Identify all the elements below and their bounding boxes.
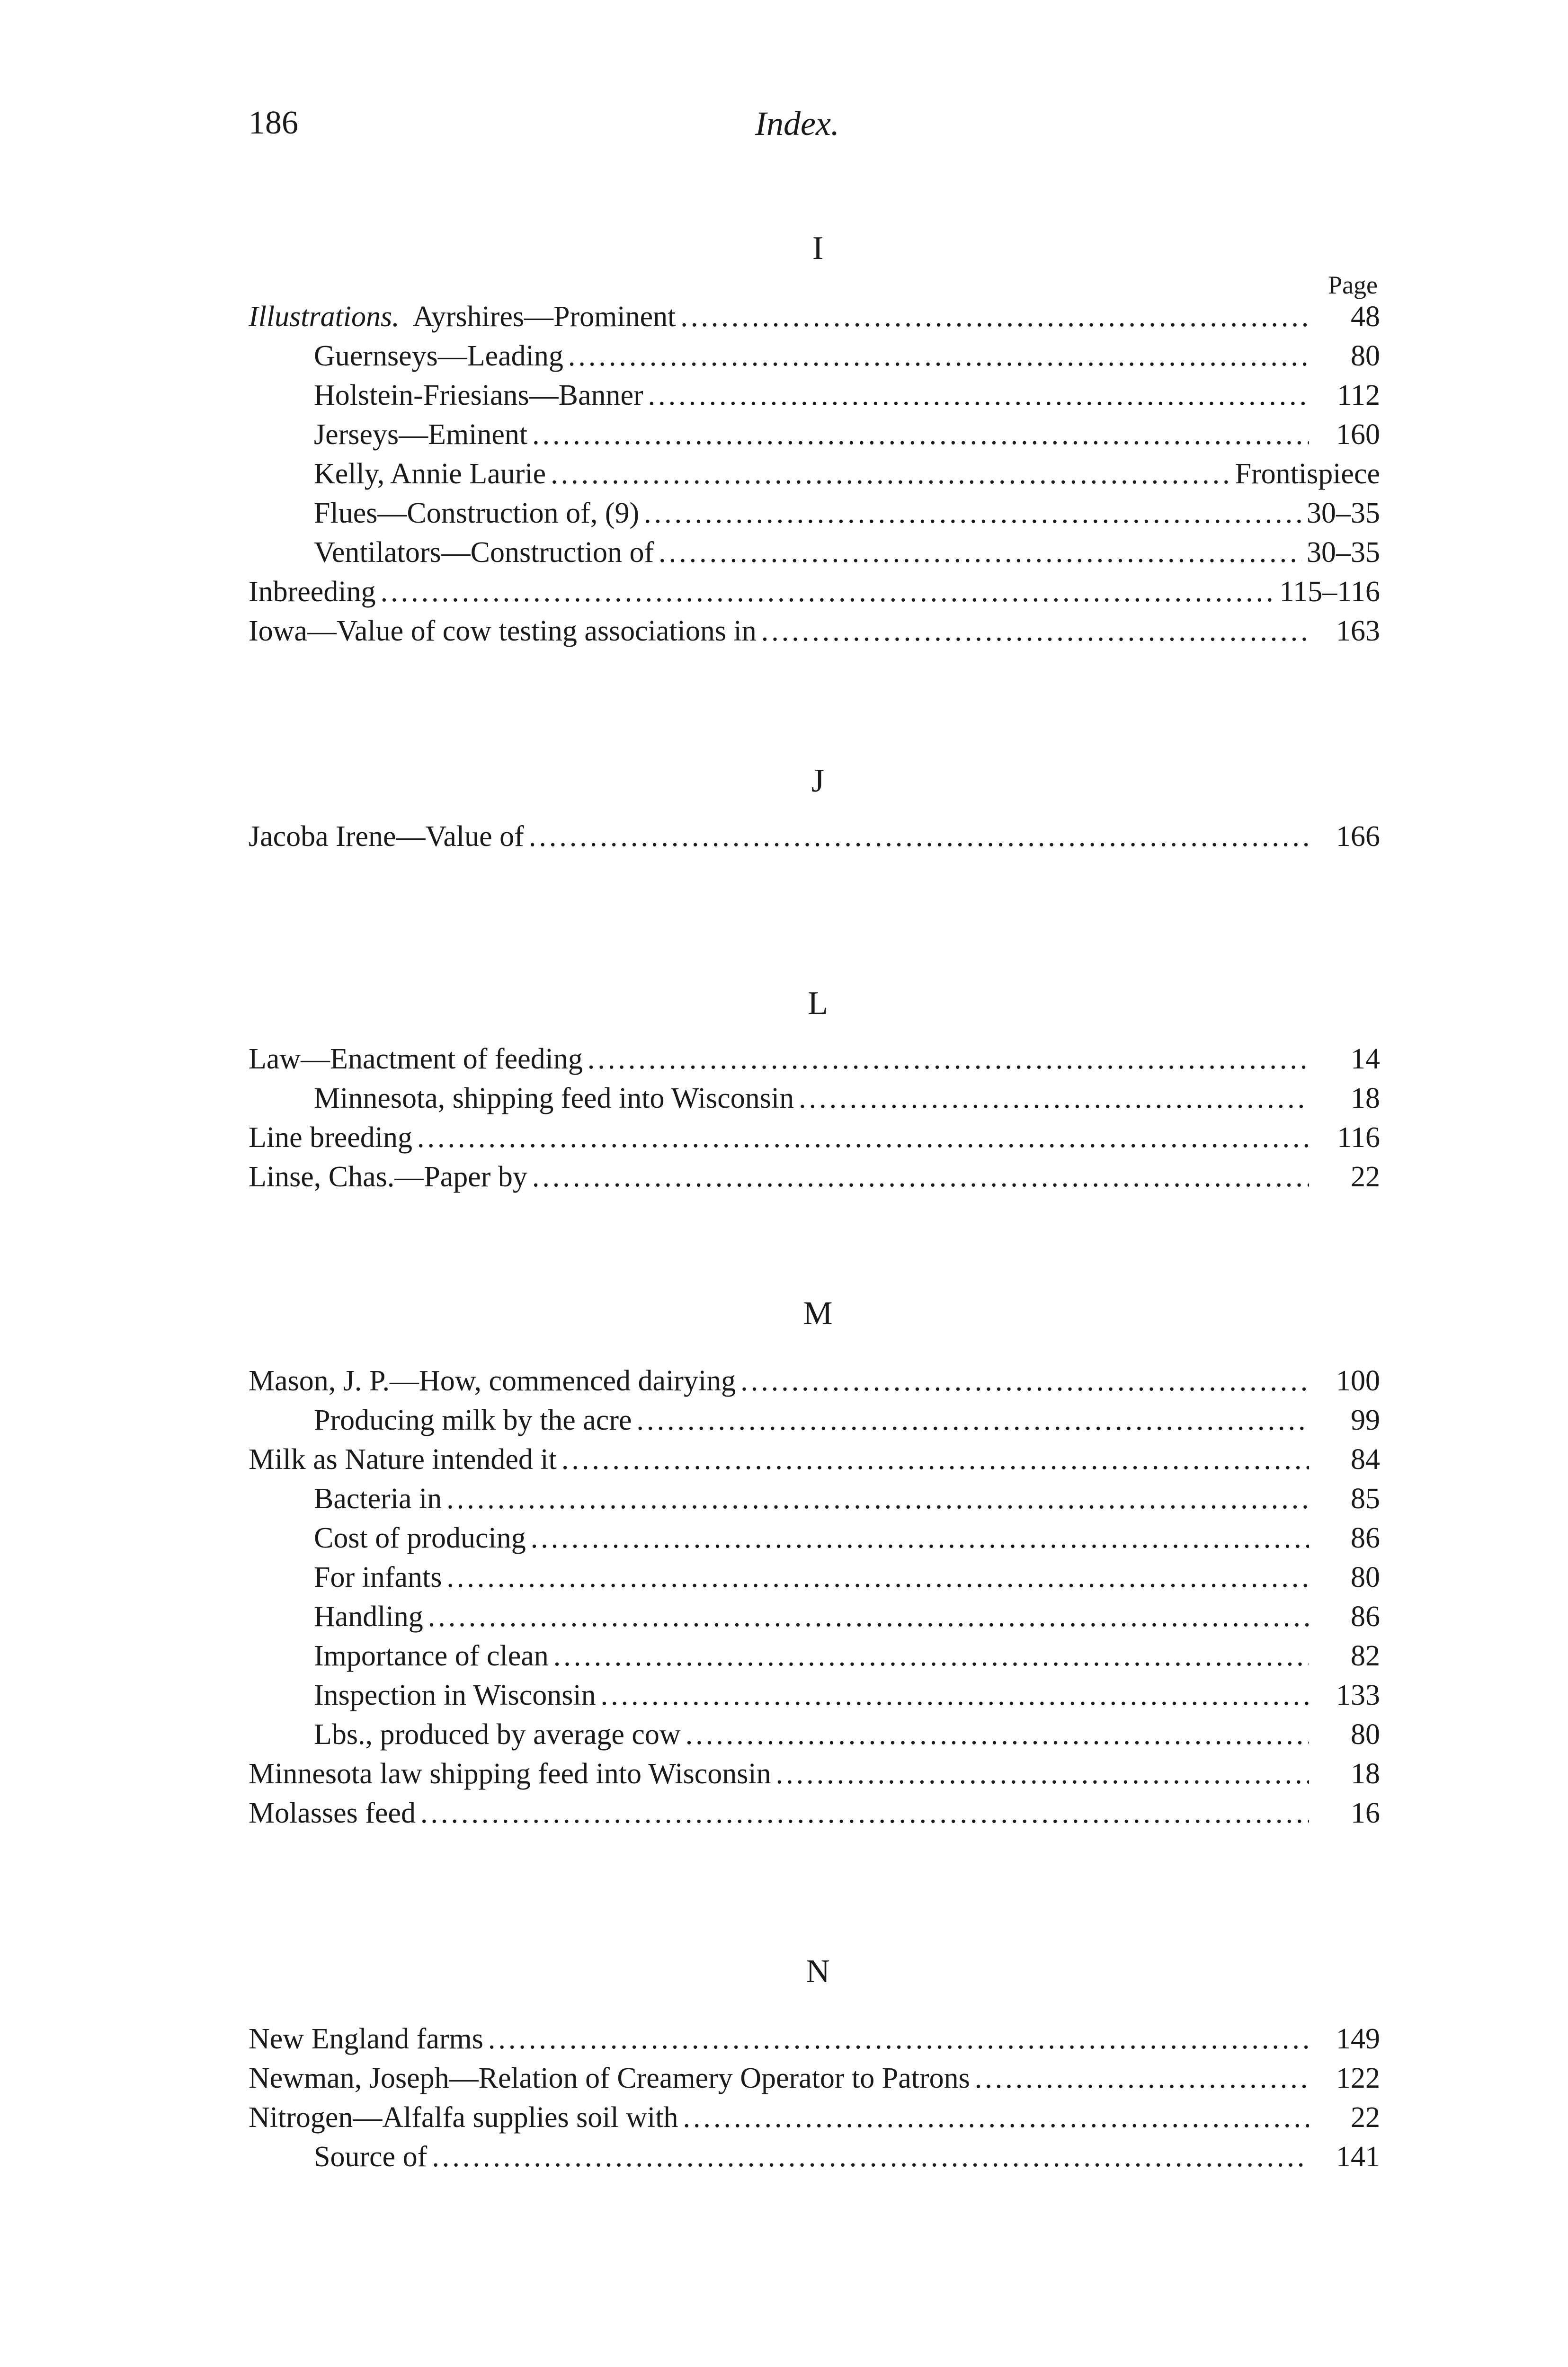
index-entry (249, 451, 1380, 489)
dot-leader (568, 341, 1309, 371)
index-entry (249, 1075, 1380, 1113)
entry-text-wrap (249, 1162, 527, 1192)
index-entry (249, 1790, 1380, 1828)
entry-text: Newman, Joseph—Relation of Creamery Operator to Patrons (249, 2062, 970, 2094)
entry-page: 82 (1351, 1640, 1380, 1672)
entry-text-wrap (249, 1602, 423, 1631)
dot-leader (680, 302, 1309, 331)
dot-leader (686, 1720, 1309, 1749)
entry-text: Importance of clean (314, 1640, 549, 1672)
entry-text: Ventilators—Construction of (314, 536, 654, 569)
dot-leader (659, 538, 1302, 567)
index-entry (249, 1114, 1380, 1152)
entry-page: 85 (1351, 1483, 1380, 1515)
entry-text-wrap (249, 1523, 526, 1553)
index-entry (249, 372, 1380, 410)
page-column-label: Page (1328, 271, 1378, 299)
entry-text-wrap (249, 1484, 442, 1513)
entry-text: Handling (314, 1601, 423, 1633)
entry-text: Mason, J. P.—How, commenced dairying (249, 1365, 736, 1397)
entry-text: Linse, Chas.—Paper by (249, 1161, 527, 1193)
entry-text-wrap (249, 459, 546, 489)
entry-page: 149 (1336, 2023, 1380, 2055)
entry-text: Inspection in Wisconsin (314, 1679, 596, 1711)
entry-page: 80 (1351, 1718, 1380, 1751)
index-entry (249, 2016, 1380, 2054)
entry-text-wrap (249, 1084, 794, 1113)
dot-leader (551, 459, 1230, 489)
entry-text-wrap (249, 2103, 678, 2132)
entry-text: Ayrshires—Prominent (412, 301, 676, 333)
entry-page: 163 (1336, 615, 1380, 647)
dot-leader (553, 1641, 1309, 1671)
entry-page: 30–35 (1307, 497, 1380, 529)
entry-page: 99 (1351, 1404, 1380, 1436)
entry-text: Minnesota law shipping feed into Wisconsin (249, 1758, 771, 1790)
entry-text: Minnesota, shipping feed into Wisconsin (314, 1082, 794, 1114)
entry-text: Bacteria in (314, 1483, 442, 1515)
section-letter: N (806, 1953, 830, 1990)
dot-leader (532, 1162, 1309, 1192)
entry-page: 22 (1351, 1161, 1380, 1193)
index-entry (249, 1436, 1380, 1474)
entry-text: Kelly, Annie Laurie (314, 458, 546, 490)
entry-text: Holstein-Friesians—Banner (314, 379, 643, 411)
index-entry (249, 1397, 1380, 1435)
entry-page: 112 (1337, 379, 1380, 411)
entry-page: 30–35 (1307, 536, 1380, 569)
entry-text: Jacoba Irene—Value of (249, 820, 524, 853)
dot-leader (588, 1044, 1309, 1074)
entry-text: Flues—Construction of, (9) (314, 497, 640, 529)
entry-text-wrap (249, 2064, 970, 2093)
entry-text-wrap (249, 822, 524, 851)
entry-page: 18 (1351, 1082, 1380, 1114)
entry-lead: Illustrations. (249, 301, 400, 333)
index-entry (249, 1515, 1380, 1553)
entry-text-wrap (249, 1720, 681, 1749)
entry-text-wrap (249, 577, 376, 606)
entry-page: 100 (1336, 1365, 1380, 1397)
entry-page: 141 (1336, 2141, 1380, 2173)
entry-text: For infants (314, 1561, 442, 1593)
dot-leader (529, 822, 1309, 851)
index-entry (249, 1358, 1380, 1396)
entry-page: 16 (1351, 1797, 1380, 1829)
dot-leader (417, 1123, 1309, 1152)
entry-page: 86 (1351, 1522, 1380, 1554)
entry-text-wrap (249, 1563, 442, 1592)
entry-page: 80 (1351, 340, 1380, 372)
entry-text: Lbs., produced by average cow (314, 1718, 681, 1751)
entry-text: Source of (314, 2141, 428, 2173)
entry-text: Iowa—Value of cow testing associations in (249, 615, 757, 647)
entry-page: Frontispiece (1235, 458, 1380, 490)
entry-text: Producing milk by the acre (314, 1404, 632, 1436)
entry-text: Jerseys—Eminent (314, 418, 528, 451)
dot-leader (446, 1484, 1309, 1513)
dot-leader (446, 1563, 1309, 1592)
dot-leader (975, 2064, 1309, 2093)
entry-text-wrap (249, 302, 676, 331)
dot-leader (776, 1759, 1309, 1789)
entry-page: 116 (1337, 1121, 1380, 1154)
entry-page: 115–116 (1279, 576, 1380, 608)
section-letter: J (811, 763, 825, 799)
entry-page: 160 (1336, 418, 1380, 451)
index-entry (249, 1476, 1380, 1513)
entry-page: 86 (1351, 1601, 1380, 1633)
index-entry (249, 2055, 1380, 2093)
entry-page: 84 (1351, 1443, 1380, 1476)
entry-text: Line breeding (249, 1121, 413, 1154)
page-title: Index. (755, 105, 839, 142)
section-letter: M (803, 1295, 833, 1332)
dot-leader (740, 1366, 1309, 1396)
entry-page: 133 (1336, 1679, 1380, 1711)
index-entry (249, 333, 1380, 371)
section-letter: L (808, 985, 828, 1022)
entry-page: 18 (1351, 1758, 1380, 1790)
dot-leader (601, 1681, 1309, 1710)
entry-text: New England farms (249, 2023, 483, 2055)
index-entry (249, 294, 1380, 331)
entry-text-wrap (249, 1759, 771, 1789)
dot-leader (432, 2142, 1309, 2171)
entry-text-wrap (249, 420, 527, 449)
index-entry (249, 1751, 1380, 1789)
entry-text-wrap (249, 1044, 583, 1074)
index-entry (249, 1593, 1380, 1631)
index-entry (249, 1036, 1380, 1074)
index-entry (249, 1672, 1380, 1710)
dot-leader (381, 577, 1275, 606)
index-entry (249, 569, 1380, 606)
dot-leader (799, 1084, 1309, 1113)
entry-text-wrap (249, 1681, 596, 1710)
index-entry (249, 2094, 1380, 2132)
index-entry (249, 490, 1380, 528)
entry-text-wrap (249, 341, 563, 371)
entry-text-wrap (249, 538, 654, 567)
entry-text-wrap (249, 1366, 736, 1396)
entry-text-wrap (249, 1641, 549, 1671)
entry-text-wrap (249, 616, 757, 646)
index-entry (249, 813, 1380, 851)
entry-text: Molasses feed (249, 1797, 416, 1829)
dot-leader (683, 2103, 1309, 2132)
dot-leader (428, 1602, 1309, 1631)
entry-text: Inbreeding (249, 576, 376, 608)
dot-leader (637, 1406, 1310, 1435)
entry-text-wrap (249, 2142, 427, 2171)
entry-text: Law—Enactment of feeding (249, 1043, 583, 1075)
index-entry (249, 608, 1380, 646)
entry-page: 166 (1336, 820, 1380, 853)
dot-leader (420, 1798, 1309, 1828)
dot-leader (761, 616, 1309, 646)
entry-text: Milk as Nature intended it (249, 1443, 557, 1476)
dot-leader (561, 1445, 1309, 1474)
entry-text: Cost of producing (314, 1522, 526, 1554)
index-entry (249, 1554, 1380, 1592)
dot-leader (488, 2024, 1309, 2054)
entry-text-wrap (249, 381, 643, 410)
dot-leader (532, 420, 1309, 449)
entry-page: 22 (1351, 2101, 1380, 2134)
dot-leader (648, 381, 1309, 410)
page-number: 186 (249, 105, 298, 141)
entry-page: 80 (1351, 1561, 1380, 1593)
dot-leader (644, 498, 1302, 528)
entry-text-wrap (249, 498, 639, 528)
index-entry (249, 411, 1380, 449)
entry-page: 14 (1351, 1043, 1380, 1075)
index-entry (249, 529, 1380, 567)
entry-text-wrap (249, 1123, 412, 1152)
entry-text-wrap (249, 2024, 483, 2054)
section-letter: I (812, 230, 824, 267)
entry-text: Guernseys—Leading (314, 340, 563, 372)
entry-text-wrap (249, 1445, 557, 1474)
index-entry (249, 1633, 1380, 1671)
index-entry (249, 1154, 1380, 1192)
index-entry (249, 2134, 1380, 2171)
dot-leader (531, 1523, 1309, 1553)
entry-text-wrap (249, 1798, 416, 1828)
entry-page: 48 (1351, 301, 1380, 333)
entry-text-wrap (249, 1406, 632, 1435)
index-entry (249, 1711, 1380, 1749)
entry-page: 122 (1336, 2062, 1380, 2094)
entry-text: Nitrogen—Alfalfa supplies soil with (249, 2101, 678, 2134)
